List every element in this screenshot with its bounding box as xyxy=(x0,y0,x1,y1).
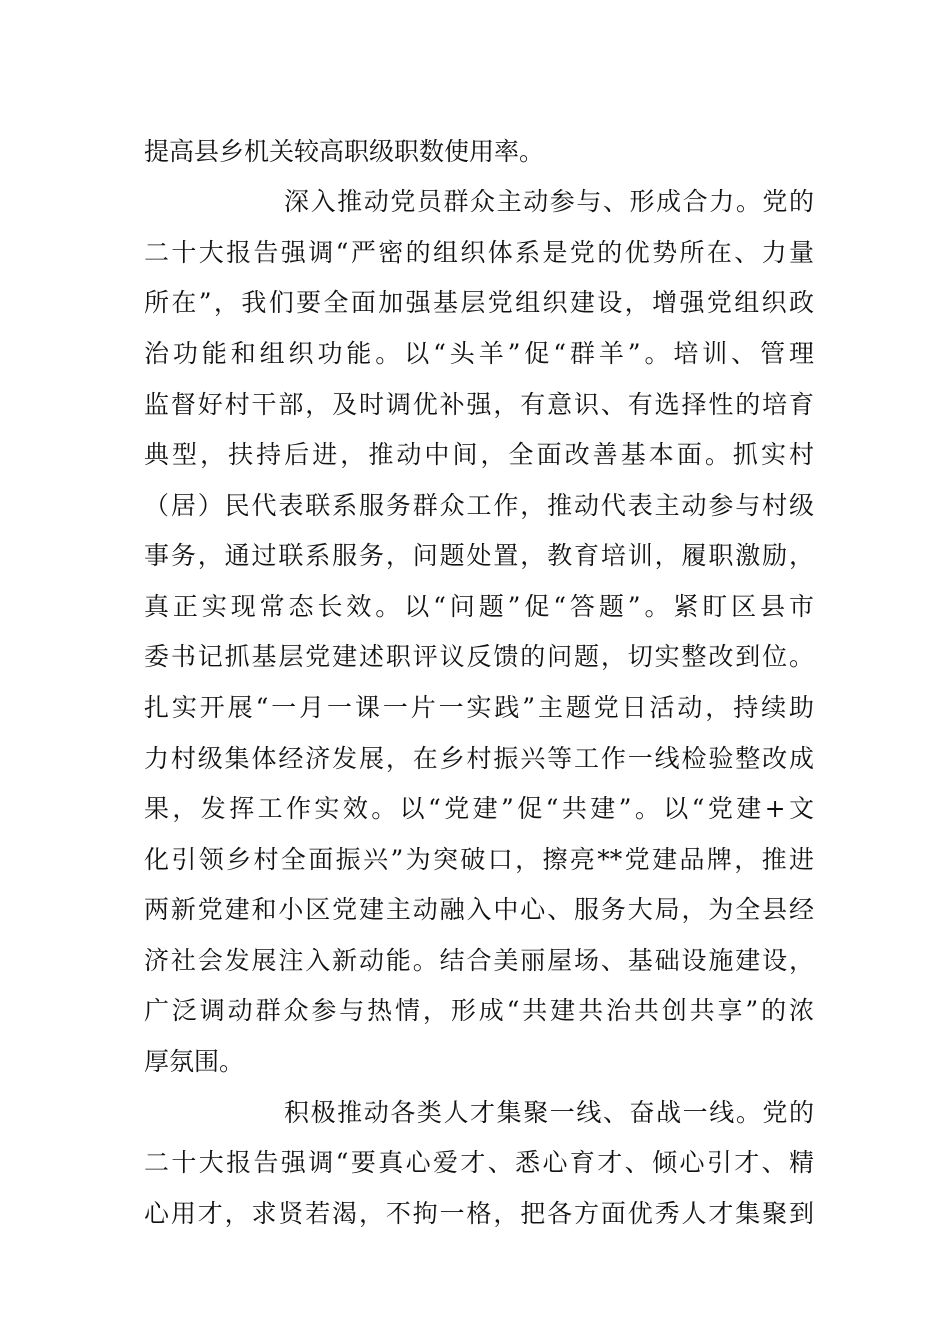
text-line: 两新党建和小区党建主动融入中心、服务大局，为全县经 xyxy=(144,895,814,924)
text-line: （居）民代表联系服务群众工作，推动代表主动参与村级 xyxy=(144,491,814,520)
text-line: 监督好村干部，及时调优补强，有意识、有选择性的培育 xyxy=(144,390,814,419)
text-line: 二十大报告强调“要真心爱才、悉心育才、倾心引才、精 xyxy=(144,1148,814,1177)
text-line: 真正实现常态长效。以“问题”促“答题”。紧盯区县市 xyxy=(144,592,814,621)
text-line: 扎实开展“一月一课一片一实践”主题党日活动，持续助 xyxy=(144,693,814,722)
text-line: 广泛调动群众参与热情，形成“共建共治共创共享”的浓 xyxy=(144,996,814,1025)
text-line: 化引领乡村全面振兴”为突破口，擦亮**党建品牌，推进 xyxy=(144,845,814,874)
text-line: 所在”，我们要全面加强基层党组织建设，增强党组织政 xyxy=(144,288,814,317)
text-line: 委书记抓基层党建述职评议反馈的问题，切实整改到位。 xyxy=(144,642,814,671)
text-line: 治功能和组织功能。以“头羊”促“群羊”。培训、管理 xyxy=(144,339,814,368)
text-line: 二十大报告强调“严密的组织体系是党的优势所在、力量 xyxy=(144,238,814,267)
text-line: 心用才，求贤若渴，不拘一格，把各方面优秀人才集聚到 xyxy=(144,1199,814,1228)
text-line: 济社会发展注入新动能。结合美丽屋场、基础设施建设， xyxy=(144,946,814,975)
paragraph-first-line: 深入推动党员群众主动参与、形成合力。党的 xyxy=(284,187,814,216)
text-line: 典型，扶持后进，推动中间，全面改善基本面。抓实村 xyxy=(144,440,814,469)
text-line: 事务，通过联系服务，问题处置，教育培训，履职激励， xyxy=(144,541,814,570)
text-line: 力村级集体经济发展，在乡村振兴等工作一线检验整改成 xyxy=(144,744,814,773)
text-line: 厚氛围。 xyxy=(144,1047,245,1076)
text-line: 果，发挥工作实效。以“党建”促“共建”。以“党建+文 xyxy=(144,794,814,823)
text-line: 提高县乡机关较高职级职数使用率。 xyxy=(144,137,545,166)
paragraph-first-line: 积极推动各类人才集聚一线、奋战一线。党的 xyxy=(284,1098,814,1127)
